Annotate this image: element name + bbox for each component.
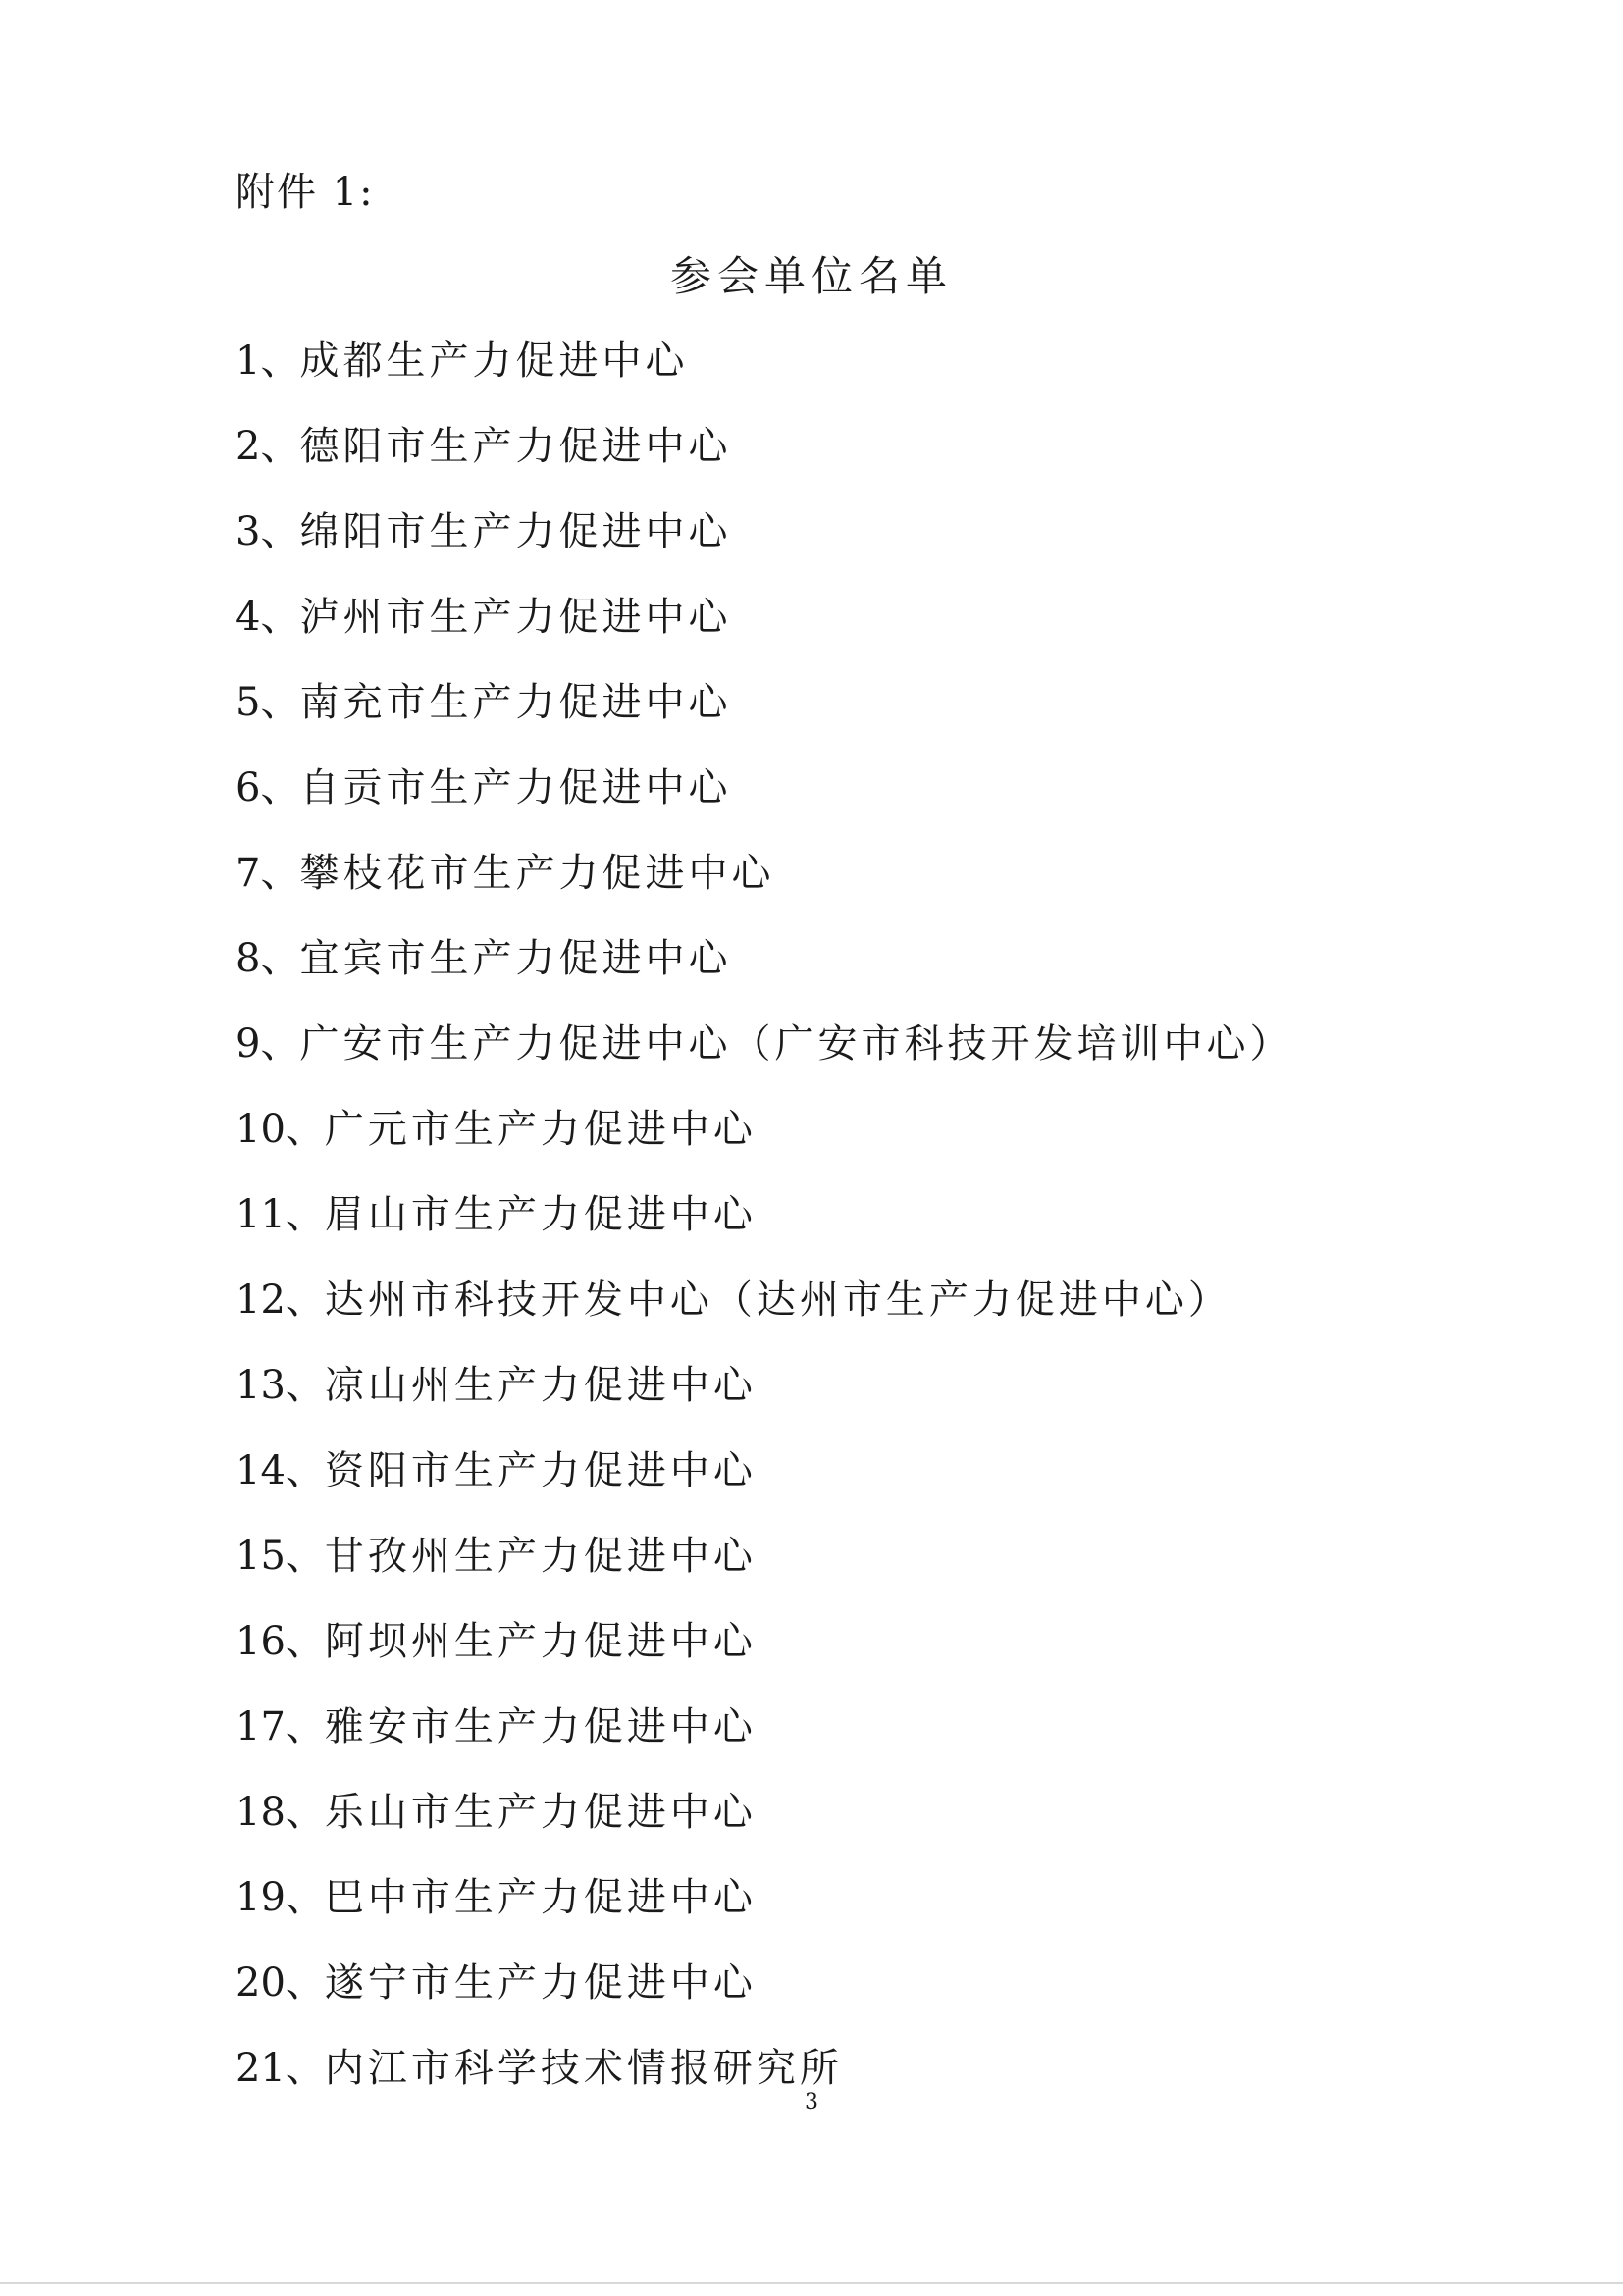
list-item <box>236 1102 1292 1187</box>
list-item-name: 巴中市生产力促进中心 <box>324 1875 757 1920</box>
list-item-number: 9、 <box>236 1021 300 1067</box>
list-item <box>236 1529 1292 1614</box>
list-item-number: 21、 <box>236 2046 325 2091</box>
page-number: 3 <box>805 2090 818 2114</box>
list-item-name: 眉山市生产力促进中心 <box>324 1192 757 1237</box>
list-item-number: 8、 <box>236 936 300 981</box>
list-item-number: 12、 <box>236 1278 325 1323</box>
list-item-number: 19、 <box>236 1875 325 1920</box>
list-item-name: 雅安市生产力促进中心 <box>324 1704 757 1749</box>
list-item <box>236 1017 1292 1102</box>
list-item-name: 绵阳市生产力促进中心 <box>299 509 732 554</box>
scan-edge-divider <box>0 2282 1623 2284</box>
list-item-name: 宜宾市生产力促进中心 <box>299 936 732 981</box>
list-item <box>236 931 1292 1017</box>
list-item-name: 资阳市生产力促进中心 <box>324 1448 757 1493</box>
list-item <box>236 1870 1292 1956</box>
list-item-name: 广安市生产力促进中心（广安市科技开发培训中心） <box>299 1021 1293 1067</box>
list-item-number: 4、 <box>236 595 300 640</box>
attachment-label: 附件 1: <box>236 170 375 215</box>
list-item-name: 内江市科学技术情报研究所 <box>324 2046 843 2091</box>
list-item-number: 7、 <box>236 851 300 896</box>
list-item-name: 遂宁市生产力促进中心 <box>324 1960 757 2006</box>
list-item-number: 2、 <box>236 424 300 469</box>
list-item-number: 11、 <box>236 1192 325 1237</box>
list-item <box>236 1699 1292 1785</box>
list-item <box>236 419 1292 504</box>
list-item <box>236 590 1292 675</box>
list-item <box>236 846 1292 931</box>
list-item-number: 17、 <box>236 1704 325 1749</box>
list-item-number: 15、 <box>236 1534 325 1579</box>
list-item-name: 达州市科技开发中心（达州市生产力促进中心） <box>324 1278 1231 1323</box>
list-item <box>236 675 1292 760</box>
list-item <box>236 1614 1292 1699</box>
list-item <box>236 1956 1292 2041</box>
list-item <box>236 760 1292 846</box>
list-item-name: 凉山州生产力促进中心 <box>324 1363 757 1408</box>
list-item-name: 阿坝州生产力促进中心 <box>324 1619 757 1664</box>
list-item <box>236 1785 1292 1870</box>
list-item <box>236 504 1292 590</box>
list-item-number: 5、 <box>236 680 300 725</box>
list-item-name: 自贡市生产力促进中心 <box>299 765 732 810</box>
list-item-name: 德阳市生产力促进中心 <box>299 424 732 469</box>
list-item-name: 南充市生产力促进中心 <box>299 680 732 725</box>
list-item <box>236 1358 1292 1443</box>
list-item-number: 14、 <box>236 1448 325 1493</box>
list-item <box>236 334 1292 419</box>
list-item-name: 泸州市生产力促进中心 <box>299 595 732 640</box>
page-title: 参会单位名单 <box>669 252 953 300</box>
list-item-name: 甘孜州生产力促进中心 <box>324 1534 757 1579</box>
list-item-number: 13、 <box>236 1363 325 1408</box>
list-item <box>236 1443 1292 1529</box>
list-item-name: 成都生产力促进中心 <box>299 339 689 384</box>
list-item-number: 18、 <box>236 1790 325 1835</box>
list-item <box>236 1187 1292 1273</box>
list-item-number: 10、 <box>236 1107 325 1152</box>
list-item-number: 16、 <box>236 1619 325 1664</box>
participant-list <box>236 334 1292 2126</box>
list-item-number: 3、 <box>236 509 300 554</box>
list-item <box>236 1273 1292 1358</box>
list-item-name: 乐山市生产力促进中心 <box>324 1790 757 1835</box>
list-item-name: 广元市生产力促进中心 <box>324 1107 757 1152</box>
list-item-number: 20、 <box>236 1960 325 2006</box>
list-item-number: 6、 <box>236 765 300 810</box>
list-item-name: 攀枝花市生产力促进中心 <box>299 851 775 896</box>
list-item-number: 1、 <box>236 339 300 384</box>
